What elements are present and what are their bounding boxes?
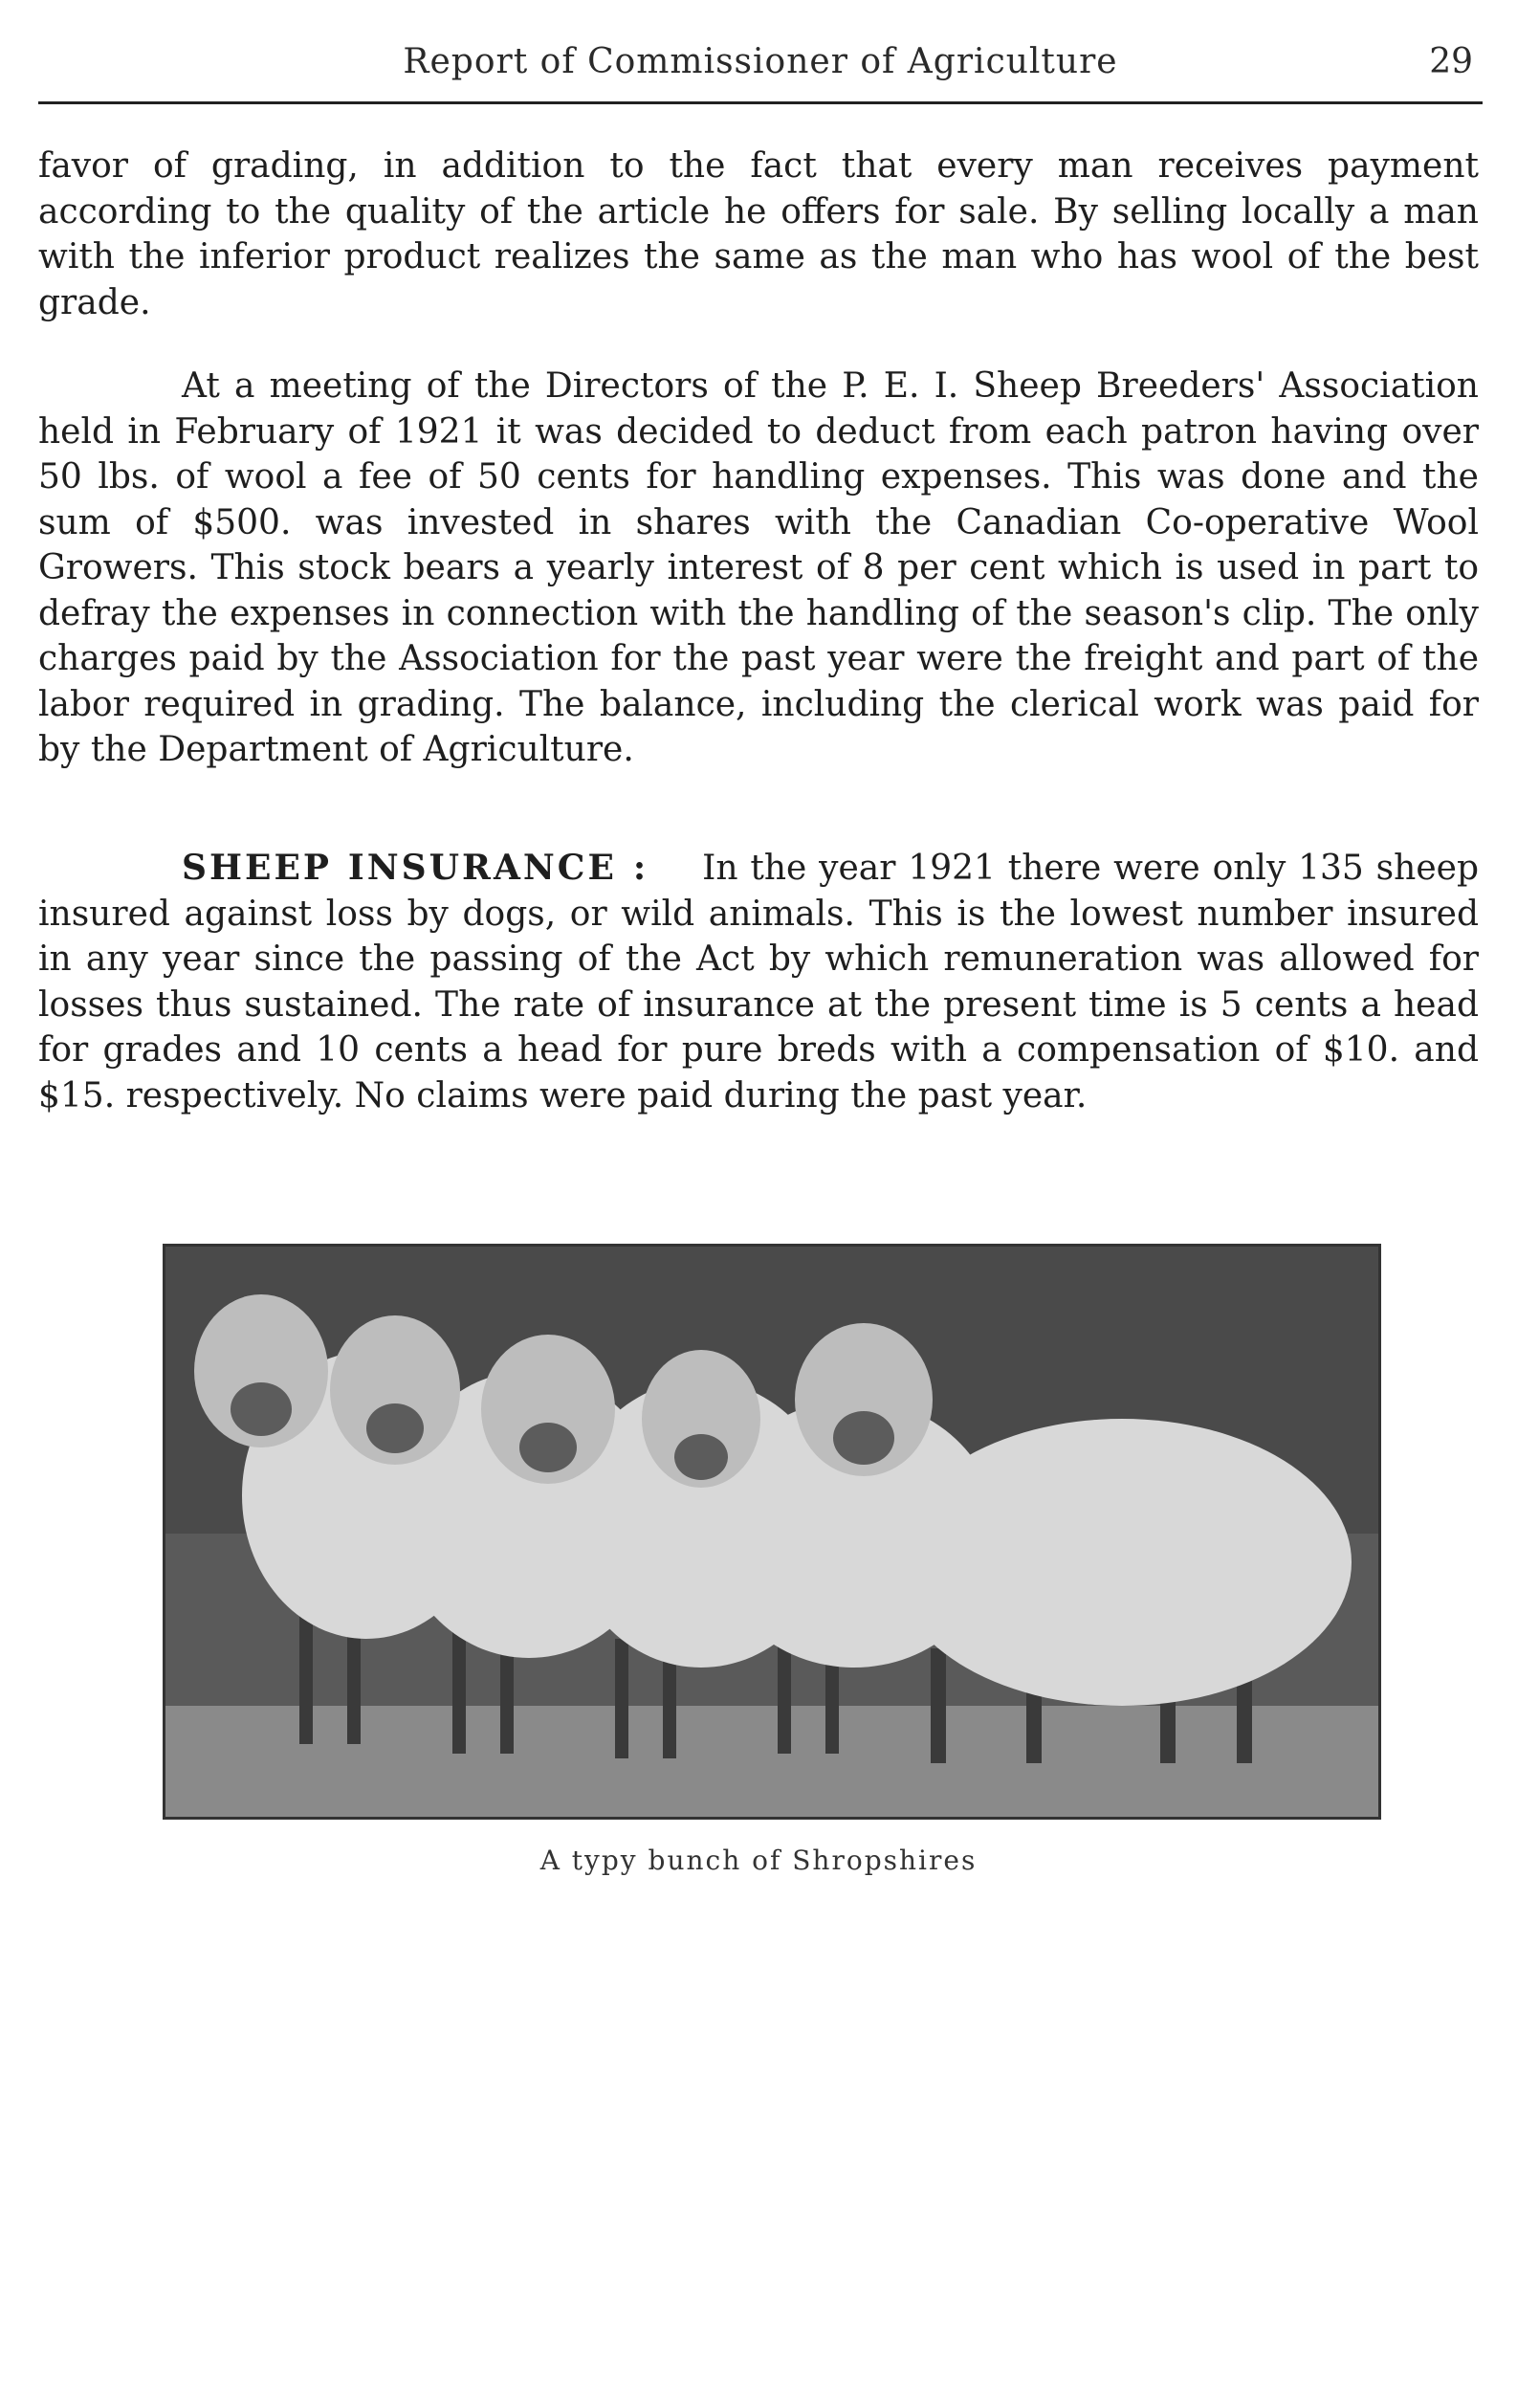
paragraph-sheep-insurance [38,846,1479,1118]
paragraph-grading: favor of grading, in addition to the fact that every man receives payment according to the quality of the article he offers for sale. By selling locally a man with the inferior product realizes the same as the man who has wool of the best grade. [38,146,1479,322]
sheep-illustration [165,1247,1378,1817]
paragraph-directors-meeting: At a meeting of the Directors of the P. E. I. Sheep Breeders' Association held in February of 1921 it was decided to deduct from each patron having over 50 lbs. of wool a fee of 50 cents for handling expenses. This was done and the sum of $500. was invested in shares with the Canadian Co-operative Wool Growers. This stock bears a yearly interest of 8 per cent which is used in part to defray the expenses in connection with the handling of the season's clip. The only charges paid by the Association for the past year were the freight and part of the labor required in grading. The balance, including the clerical work was paid for by the Department of Agriculture. [38,366,1479,769]
header-rule [38,101,1483,104]
sheep-insurance-text: In the year 1921 there were only 135 sheep insured against loss by dogs, or wild animals. This is the lowest number insured in any year since the passing of the Act by which remuneration was allowed for losses thus sustained. The rate of insurance at the present time is 5 cents a head for grades and 10 cents a head for pure breds with a compensation of $10. and $15. respectively. No claims were paid during the past year. [38,849,1479,1116]
running-title: Report of Commissioner of Agriculture [403,42,1118,81]
page-number: 29 [1429,42,1473,81]
section-heading-sheep-insurance: SHEEP INSURANCE : [182,848,649,888]
sheep-photograph [163,1244,1381,1820]
page-header [38,42,1483,96]
photo-caption: A typy bunch of Shropshires [539,1845,978,1876]
